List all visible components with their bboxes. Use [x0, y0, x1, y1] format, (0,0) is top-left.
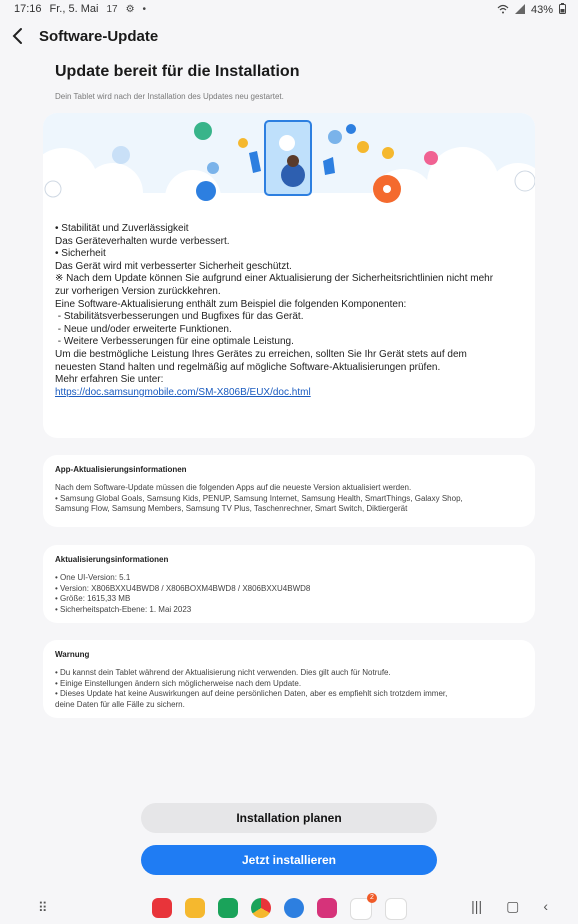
update-description	[55, 223, 523, 399]
description-line: Um die bestmögliche Leistung Ihres Gerätes zu erreichen, sollten Sie Ihr Gerät stets auf dem	[55, 348, 467, 360]
galaxy-store-app-icon[interactable]	[350, 894, 374, 920]
info-line: • One UI-Version: 5.1	[55, 573, 131, 582]
apps-grid-icon[interactable]: ⠿	[38, 900, 48, 915]
notes-app-icon[interactable]	[152, 898, 172, 918]
info-line: Nach dem Software-Update müssen die folgenden Apps auf die neueste Version aktualisiert werden.	[55, 483, 412, 492]
app-update-info-text	[55, 483, 523, 515]
description-line: ※ Nach dem Update können Sie aufgrund einer Aktualisierung der Sicherheitsrichtlinien nicht mehr	[55, 273, 494, 285]
status-date: Fr., 5. Mai	[49, 3, 99, 15]
back-button[interactable]: ‹	[543, 898, 548, 914]
wifi-icon	[497, 4, 509, 17]
description-line: Eine Software-Aktualisierung enthält zum Beispiel die folgenden Komponenten:	[55, 298, 407, 310]
description-line: - Weitere Verbesserungen für eine optimale Leistung.	[55, 336, 294, 348]
description-line: • Sicherheit	[55, 248, 106, 260]
update-info-text	[55, 573, 523, 615]
phone-app-icon[interactable]	[218, 898, 238, 918]
update-illustration	[43, 113, 535, 213]
update-info-title: Aktualisierungsinformationen	[55, 555, 169, 564]
google-apps-folder-icon[interactable]	[385, 898, 407, 920]
info-line: • Version: X806BXXU4BWD8 / X806BOXM4BWD8 / X806BXXU4BWD8	[55, 583, 311, 593]
recents-button[interactable]: |||	[471, 898, 483, 914]
page-title: Software-Update	[39, 28, 159, 45]
battery-icon	[559, 3, 566, 17]
description-line: neuesten Stand halten und regelmäßig auf mögliche Software-Aktualisierungen prüfen.	[55, 361, 441, 373]
messages-app-icon[interactable]	[284, 898, 304, 918]
schedule-install-button[interactable]: Installation planen	[141, 803, 437, 833]
files-app-icon[interactable]	[185, 898, 205, 918]
info-line: • Samsung Global Goals, Samsung Kids, PENUP, Samsung Internet, Samsung Health, SmartThings, Galaxy Shop,	[55, 493, 463, 503]
description-line: • Stabilität und Zuverlässigkeit	[55, 223, 189, 234]
chrome-app-icon[interactable]	[251, 898, 271, 918]
app-bar	[0, 24, 578, 52]
update-info-card	[43, 545, 535, 623]
install-now-button[interactable]: Jetzt installieren	[141, 845, 437, 875]
info-line: • Größe: 1615,33 MB	[55, 594, 131, 603]
app-update-info-title: App-Aktualisierungsinformationen	[55, 465, 187, 474]
gallery-app-icon[interactable]	[317, 898, 337, 918]
update-heading: Update bereit für die Installation	[55, 63, 300, 80]
settings-notification-icon: ⚙	[125, 3, 135, 15]
info-line: Samsung Flow, Samsung Members, Samsung TV Plus, Taschenrechner, Smart Switch, Diktiergerät	[55, 504, 408, 513]
warning-card	[43, 640, 535, 718]
description-line: Mehr erfahren Sie unter:	[55, 374, 164, 386]
app-dock	[152, 894, 407, 920]
description-line: - Neue und/oder erweiterte Funktionen.	[55, 323, 232, 335]
description-line: zur vorherigen Version zurückkehren.	[55, 285, 221, 297]
description-line: Das Geräteverhalten wurde verbessert.	[55, 235, 230, 247]
description-line: - Stabilitätsverbesserungen und Bugfixes für das Gerät.	[55, 311, 304, 323]
notification-badge: 2	[367, 893, 377, 903]
signal-icon	[515, 4, 525, 17]
more-notifications-dot: •	[142, 3, 147, 15]
warning-line: • Du kannst dein Tablet während der Aktualisierung nicht verwenden. Dies gilt auch für Notrufe.	[55, 668, 391, 677]
system-navigation	[471, 898, 548, 915]
back-icon[interactable]	[10, 26, 30, 48]
app-update-info-card	[43, 455, 535, 527]
more-info-link[interactable]: https://doc.samsungmobile.com/SM-X806B/EUX/doc.html	[55, 386, 311, 398]
warning-title: Warnung	[55, 650, 90, 659]
update-details-card	[43, 113, 535, 438]
warning-line: • Dieses Update hat keine Auswirkungen auf deine persönlichen Daten, aber es empfiehlt sich trotzdem immer,	[55, 689, 448, 698]
description-line: Das Gerät wird mit verbesserter Sicherheit geschützt.	[55, 260, 292, 272]
info-line: • Sicherheitspatch-Ebene: 1. Mai 2023	[55, 604, 192, 614]
navigation-bar	[0, 890, 578, 924]
home-button[interactable]: ▢	[506, 898, 520, 914]
notification-icon: 17	[106, 3, 118, 15]
status-time: 17:16	[14, 3, 42, 15]
status-bar	[0, 0, 578, 20]
battery-level: 43%	[530, 4, 553, 16]
warning-text	[55, 668, 523, 710]
warning-line: • Einige Einstellungen ändern sich möglicherweise nach dem Update.	[55, 678, 302, 688]
update-subheading: Dein Tablet wird nach der Installation des Updates neu gestartet.	[55, 92, 284, 101]
warning-line: deine Daten für alle Fälle zu sichern.	[55, 699, 185, 709]
